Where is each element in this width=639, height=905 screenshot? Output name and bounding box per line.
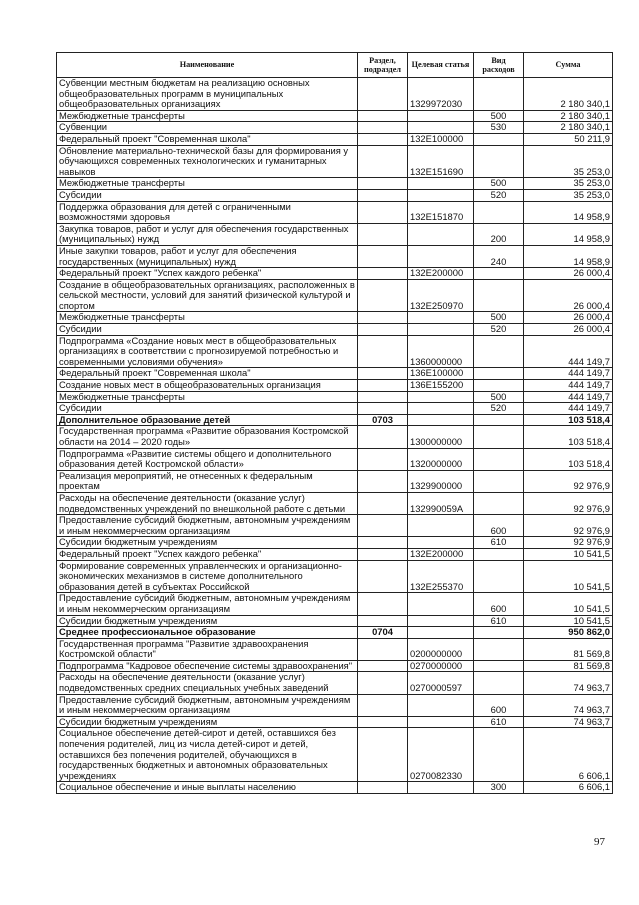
row-sum: 2 180 340,1 <box>524 78 613 111</box>
row-sum: 74 963,7 <box>524 716 613 728</box>
row-sum: 444 149,7 <box>524 335 613 368</box>
table-row <box>57 470 613 492</box>
table-row <box>57 380 613 392</box>
row-section <box>358 537 408 549</box>
table-row <box>57 537 613 549</box>
row-name: Создание в общеобразовательных организациях, расположенных в сельской местности, условий для занятий физической культурой и спортом <box>57 279 358 312</box>
row-name: Государственная программа "Развитие здравоохранения Костромской области" <box>57 638 358 660</box>
row-section <box>358 716 408 728</box>
row-name: Межбюджетные трансферты <box>57 312 358 324</box>
table-row <box>57 245 613 267</box>
table-row <box>57 638 613 660</box>
row-type: 200 <box>474 223 524 245</box>
page-number: 97 <box>594 836 605 848</box>
row-name: Среднее профессиональное образование <box>57 627 358 639</box>
row-sum: 6 606,1 <box>524 782 613 794</box>
table-row <box>57 593 613 615</box>
row-sum: 35 253,0 <box>524 145 613 178</box>
row-name: Субсидии бюджетным учреждениям <box>57 615 358 627</box>
row-sum: 92 976,9 <box>524 515 613 537</box>
table-row <box>57 782 613 794</box>
row-name: Федеральный проект "Современная школа" <box>57 133 358 145</box>
row-name: Субсидии бюджетным учреждениям <box>57 537 358 549</box>
row-name: Расходы на обеспечение деятельности (оказание услуг) подведомственных средних специальных учебных заведений <box>57 672 358 694</box>
table-row <box>57 133 613 145</box>
row-type <box>474 660 524 672</box>
row-name: Подпрограмма «Создание новых мест в общеобразовательных организациях в соответствии с прогнозируемой потребностью и современными условиями обучения» <box>57 335 358 368</box>
row-type: 240 <box>474 245 524 267</box>
header-article: Целевая статья <box>408 53 474 78</box>
row-section <box>358 380 408 392</box>
row-name: Предоставление субсидий бюджетным, автономным учреждениям и иным некоммерческим организациям <box>57 593 358 615</box>
table-row <box>57 223 613 245</box>
row-article <box>408 178 474 190</box>
row-name: Расходы на обеспечение деятельности (оказание услуг) подведомственных учреждений по внешкольной работе с детьми <box>57 492 358 514</box>
row-article: 0270000000 <box>408 660 474 672</box>
row-section <box>358 312 408 324</box>
row-article: 1329972030 <box>408 78 474 111</box>
row-type <box>474 638 524 660</box>
row-article <box>408 324 474 336</box>
row-sum: 6 606,1 <box>524 728 613 782</box>
row-name: Обновление материально-технической базы для формирования у обучающихся современных технологических и гуманитарных навыков <box>57 145 358 178</box>
row-section <box>358 694 408 716</box>
row-name: Субвенции <box>57 122 358 134</box>
row-section <box>358 78 408 111</box>
row-article <box>408 223 474 245</box>
row-name: Закупка товаров, работ и услуг для обеспечения государственных (муниципальных) нужд <box>57 223 358 245</box>
row-name: Создание новых мест в общеобразовательных организация <box>57 380 358 392</box>
row-section: 0703 <box>358 414 408 426</box>
row-sum: 103 518,4 <box>524 426 613 448</box>
table-row <box>57 627 613 639</box>
row-section <box>358 515 408 537</box>
row-sum: 35 253,0 <box>524 189 613 201</box>
row-type: 600 <box>474 694 524 716</box>
row-article: 132E200000 <box>408 268 474 280</box>
row-name: Субвенции местным бюджетам на реализацию основных общеобразовательных программ в муниципальных общеобразовательных организациях <box>57 78 358 111</box>
row-name: Подпрограмма "Кадровое обеспечение системы здравоохранения" <box>57 660 358 672</box>
row-article: 136E155200 <box>408 380 474 392</box>
row-article: 132E250970 <box>408 279 474 312</box>
row-type: 300 <box>474 782 524 794</box>
row-section <box>358 782 408 794</box>
row-article: 1360000000 <box>408 335 474 368</box>
row-section <box>358 448 408 470</box>
row-type: 610 <box>474 615 524 627</box>
row-name: Государственная программа «Развитие образования Костромской области на 2014 – 2020 годы» <box>57 426 358 448</box>
table-row <box>57 110 613 122</box>
row-sum: 81 569,8 <box>524 638 613 660</box>
row-type <box>474 492 524 514</box>
row-article: 0270082330 <box>408 728 474 782</box>
row-type: 520 <box>474 324 524 336</box>
row-type <box>474 279 524 312</box>
row-sum: 92 976,9 <box>524 537 613 549</box>
table-row <box>57 391 613 403</box>
row-section <box>358 638 408 660</box>
row-type: 610 <box>474 716 524 728</box>
row-type: 610 <box>474 537 524 549</box>
row-article <box>408 312 474 324</box>
row-section <box>358 470 408 492</box>
row-section <box>358 110 408 122</box>
row-article: 132E200000 <box>408 548 474 560</box>
row-article <box>408 245 474 267</box>
row-sum: 14 958,9 <box>524 245 613 267</box>
row-type: 500 <box>474 178 524 190</box>
row-name: Социальное обеспечение и иные выплаты населению <box>57 782 358 794</box>
row-section <box>358 122 408 134</box>
row-article <box>408 694 474 716</box>
table-row <box>57 694 613 716</box>
row-sum: 50 211,9 <box>524 133 613 145</box>
row-article <box>408 189 474 201</box>
header-section: Раздел, подраздел <box>358 53 408 78</box>
row-section <box>358 560 408 593</box>
row-sum: 26 000,4 <box>524 324 613 336</box>
row-article: 0270000597 <box>408 672 474 694</box>
row-type: 500 <box>474 312 524 324</box>
row-name: Межбюджетные трансферты <box>57 391 358 403</box>
row-name: Иные закупки товаров, работ и услуг для обеспечения государственных (муниципальных) нужд <box>57 245 358 267</box>
table-row <box>57 448 613 470</box>
row-article: 132E100000 <box>408 133 474 145</box>
row-type <box>474 470 524 492</box>
row-type <box>474 560 524 593</box>
row-article <box>408 627 474 639</box>
row-section <box>358 335 408 368</box>
row-section <box>358 189 408 201</box>
table-row <box>57 368 613 380</box>
row-sum: 444 149,7 <box>524 403 613 415</box>
table-row <box>57 324 613 336</box>
row-section <box>358 391 408 403</box>
row-sum: 103 518,4 <box>524 414 613 426</box>
row-type <box>474 335 524 368</box>
row-name: Реализация мероприятий, не отнесенных к федеральным проектам <box>57 470 358 492</box>
row-sum: 444 149,7 <box>524 368 613 380</box>
row-article: 132E255370 <box>408 560 474 593</box>
header-sum: Сумма <box>524 53 613 78</box>
row-section <box>358 548 408 560</box>
row-name: Межбюджетные трансферты <box>57 178 358 190</box>
row-section <box>358 133 408 145</box>
row-sum: 14 958,9 <box>524 223 613 245</box>
row-name: Предоставление субсидий бюджетным, автономным учреждениям и иным некоммерческим организациям <box>57 694 358 716</box>
row-section <box>358 223 408 245</box>
row-sum: 950 862,0 <box>524 627 613 639</box>
row-type <box>474 448 524 470</box>
row-sum: 444 149,7 <box>524 391 613 403</box>
row-article: 1320000000 <box>408 448 474 470</box>
row-name: Субсидии бюджетным учреждениям <box>57 716 358 728</box>
row-section <box>358 245 408 267</box>
row-type <box>474 145 524 178</box>
row-article: 0200000000 <box>408 638 474 660</box>
row-type <box>474 548 524 560</box>
row-name: Федеральный проект "Успех каждого ребенка" <box>57 268 358 280</box>
row-section <box>358 145 408 178</box>
row-name: Подпрограмма «Развитие системы общего и дополнительного образования детей Костромской области» <box>57 448 358 470</box>
row-type <box>474 728 524 782</box>
row-section <box>358 672 408 694</box>
row-sum: 74 963,7 <box>524 672 613 694</box>
row-type <box>474 78 524 111</box>
row-sum: 26 000,4 <box>524 268 613 280</box>
table-row <box>57 414 613 426</box>
row-sum: 10 541,5 <box>524 593 613 615</box>
row-section <box>358 426 408 448</box>
row-sum: 92 976,9 <box>524 492 613 514</box>
row-sum: 2 180 340,1 <box>524 110 613 122</box>
header-type: Вид расходов <box>474 53 524 78</box>
row-article <box>408 615 474 627</box>
table-row <box>57 335 613 368</box>
table-row <box>57 268 613 280</box>
row-sum: 103 518,4 <box>524 448 613 470</box>
budget-table <box>56 52 613 794</box>
row-type <box>474 268 524 280</box>
table-row <box>57 615 613 627</box>
row-sum: 92 976,9 <box>524 470 613 492</box>
row-section <box>358 660 408 672</box>
row-sum: 26 000,4 <box>524 279 613 312</box>
table-row <box>57 660 613 672</box>
table-row <box>57 78 613 111</box>
row-section <box>358 178 408 190</box>
table-row <box>57 426 613 448</box>
row-name: Субсидии <box>57 324 358 336</box>
row-section <box>358 279 408 312</box>
row-type: 520 <box>474 189 524 201</box>
row-type <box>474 133 524 145</box>
row-name: Субсидии <box>57 189 358 201</box>
table-row <box>57 728 613 782</box>
row-article <box>408 593 474 615</box>
row-article: 1300000000 <box>408 426 474 448</box>
row-section <box>358 593 408 615</box>
row-sum: 26 000,4 <box>524 312 613 324</box>
row-name: Федеральный проект "Современная школа" <box>57 368 358 380</box>
table-row <box>57 279 613 312</box>
row-sum: 14 958,9 <box>524 201 613 223</box>
row-section <box>358 728 408 782</box>
row-type: 520 <box>474 403 524 415</box>
row-section: 0704 <box>358 627 408 639</box>
row-article: 132E151690 <box>408 145 474 178</box>
row-type <box>474 627 524 639</box>
row-article <box>408 537 474 549</box>
row-sum: 2 180 340,1 <box>524 122 613 134</box>
row-type: 530 <box>474 122 524 134</box>
table-row <box>57 178 613 190</box>
row-type <box>474 368 524 380</box>
row-article <box>408 110 474 122</box>
row-type: 500 <box>474 110 524 122</box>
table-row <box>57 201 613 223</box>
row-type <box>474 672 524 694</box>
row-name: Межбюджетные трансферты <box>57 110 358 122</box>
row-section <box>358 403 408 415</box>
table-row <box>57 492 613 514</box>
row-sum: 10 541,5 <box>524 548 613 560</box>
row-article <box>408 391 474 403</box>
row-type: 500 <box>474 391 524 403</box>
row-article <box>408 515 474 537</box>
row-section <box>358 368 408 380</box>
row-sum: 35 253,0 <box>524 178 613 190</box>
row-sum: 74 963,7 <box>524 694 613 716</box>
row-article <box>408 782 474 794</box>
row-article <box>408 122 474 134</box>
row-article: 132990059А <box>408 492 474 514</box>
row-article: 1329900000 <box>408 470 474 492</box>
row-name: Социальное обеспечение детей-сирот и детей, оставшихся без попечения родителей, лиц из числа детей-сирот и детей, оставшихся без попечения родителей, обучающихся в государственных бюджетных и автономных образовательных учреждениях <box>57 728 358 782</box>
row-name: Субсидии <box>57 403 358 415</box>
row-sum: 444 149,7 <box>524 380 613 392</box>
row-name: Дополнительное образование детей <box>57 414 358 426</box>
row-type: 600 <box>474 593 524 615</box>
table-row <box>57 716 613 728</box>
table-body <box>57 78 613 794</box>
row-name: Федеральный проект "Успех каждого ребенка" <box>57 548 358 560</box>
table-row <box>57 672 613 694</box>
table-row <box>57 403 613 415</box>
header-name: Наименование <box>57 53 358 78</box>
table-row <box>57 548 613 560</box>
row-sum: 10 541,5 <box>524 560 613 593</box>
row-name: Предоставление субсидий бюджетным, автономным учреждениям и иным некоммерческим организациям <box>57 515 358 537</box>
table-row <box>57 145 613 178</box>
row-sum: 10 541,5 <box>524 615 613 627</box>
row-article <box>408 414 474 426</box>
table-header-row <box>57 53 613 78</box>
table-row <box>57 515 613 537</box>
row-section <box>358 615 408 627</box>
row-name: Поддержка образования для детей с ограниченными возможностями здоровья <box>57 201 358 223</box>
row-section <box>358 324 408 336</box>
row-section <box>358 268 408 280</box>
row-article: 132E151870 <box>408 201 474 223</box>
row-sum: 81 569,8 <box>524 660 613 672</box>
row-name: Формирование современных управленческих и организационно-экономических механизмов в системе дополнительного образования детей в субъектах Российской <box>57 560 358 593</box>
row-type <box>474 414 524 426</box>
row-type: 600 <box>474 515 524 537</box>
row-article <box>408 403 474 415</box>
row-type <box>474 426 524 448</box>
row-article <box>408 716 474 728</box>
table-row <box>57 122 613 134</box>
row-type <box>474 380 524 392</box>
table-row <box>57 312 613 324</box>
row-article: 136E100000 <box>408 368 474 380</box>
table-row <box>57 189 613 201</box>
row-section <box>358 492 408 514</box>
row-type <box>474 201 524 223</box>
table-row <box>57 560 613 593</box>
row-section <box>358 201 408 223</box>
